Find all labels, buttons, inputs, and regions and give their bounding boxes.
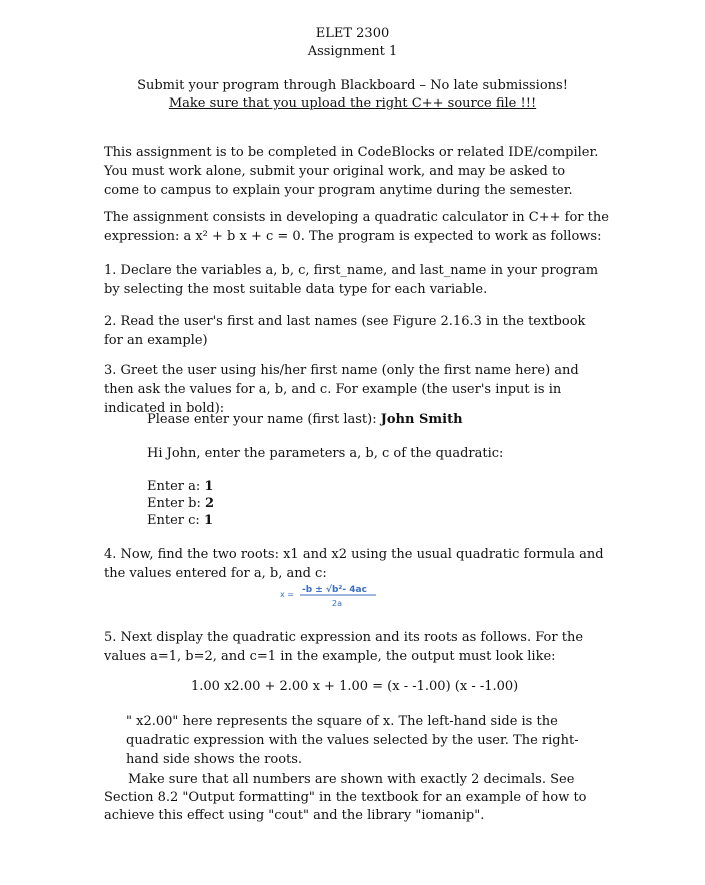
step-2: 2. Read the user's first and last names (see Figure 2.16.3 in the textbook for an example) [104, 314, 586, 348]
enter-a-label: Enter a: [147, 479, 201, 494]
formula-denominator: 2a [332, 599, 342, 608]
example-greeting: Hi John, enter the parameters a, b, c of the quadratic: [147, 446, 504, 461]
output-example: 1.00 x2.00 + 2.00 x + 1.00 = (x - -1.00) (x - -1.00) [191, 679, 519, 694]
upload-note-wrap [0, 96, 705, 111]
formula-lhs: x = [280, 590, 294, 599]
name-prompt: Please enter your name (first last): [147, 412, 377, 427]
example-enter-b [147, 496, 214, 511]
intro-line-2: expression: a x² + b x + c = 0. The program is expected to work as follows: [104, 229, 602, 244]
step-1: 1. Declare the variables a, b, c, first_name, and last_name in your program by selecting the most suitable data type for each variable. [104, 263, 599, 297]
note-square: " x2.00" here represents the square of x. The left-hand side is the quadratic expression with the values selected by the user. The right-hand side shows the roots. [126, 714, 579, 767]
enter-b-label: Enter b: [147, 496, 201, 511]
step-5: 5. Next display the quadratic expression and its roots as follows. For the values a=1, b=2, and c=1 in the example, the output must look like: [104, 630, 584, 664]
submit-note: Submit your program through Blackboard – No late submissions! [137, 78, 568, 93]
note-format-line-2: Section 8.2 "Output formatting" in the textbook for an example of how to [104, 790, 587, 805]
enter-c-label: Enter c: [147, 513, 200, 528]
example-enter-a [147, 479, 213, 494]
example-enter-c [147, 513, 213, 528]
enter-c-value: 1 [203, 513, 213, 528]
example-name-prompt-line [147, 412, 463, 427]
note-format-line-3: achieve this effect using "cout" and the library "iomanip". [104, 808, 485, 823]
name-input: John Smith [380, 412, 463, 427]
enter-a-value: 1 [204, 479, 214, 494]
note-format-line-1: Make sure that all numbers are shown with exactly 2 decimals. See [128, 772, 575, 787]
quadratic-formula [280, 583, 380, 609]
intro-line-1: The assignment consists in developing a quadratic calculator in C++ for the [104, 210, 609, 225]
step-3: 3. Greet the user using his/her first name (only the first name here) and then ask the values for a, b, and c. For example (the user's input is in indicated in bold): [104, 363, 579, 416]
formula-numerator: -b ± √b²- 4ac [302, 585, 367, 595]
assignment-title: Assignment 1 [307, 44, 398, 59]
course-code: ELET 2300 [315, 26, 390, 41]
upload-note: Make sure that you upload the right C++ source file !!! [168, 96, 537, 111]
intro-paragraph: This assignment is to be completed in CodeBlocks or related IDE/compiler. You must work alone, submit your original work, and may be asked to come to campus to explain your program anytime during the semester. [104, 145, 599, 198]
step-4: 4. Now, find the two roots: x1 and x2 using the usual quadratic formula and the values entered for a, b, and c: [104, 547, 604, 581]
enter-b-value: 2 [204, 496, 215, 511]
